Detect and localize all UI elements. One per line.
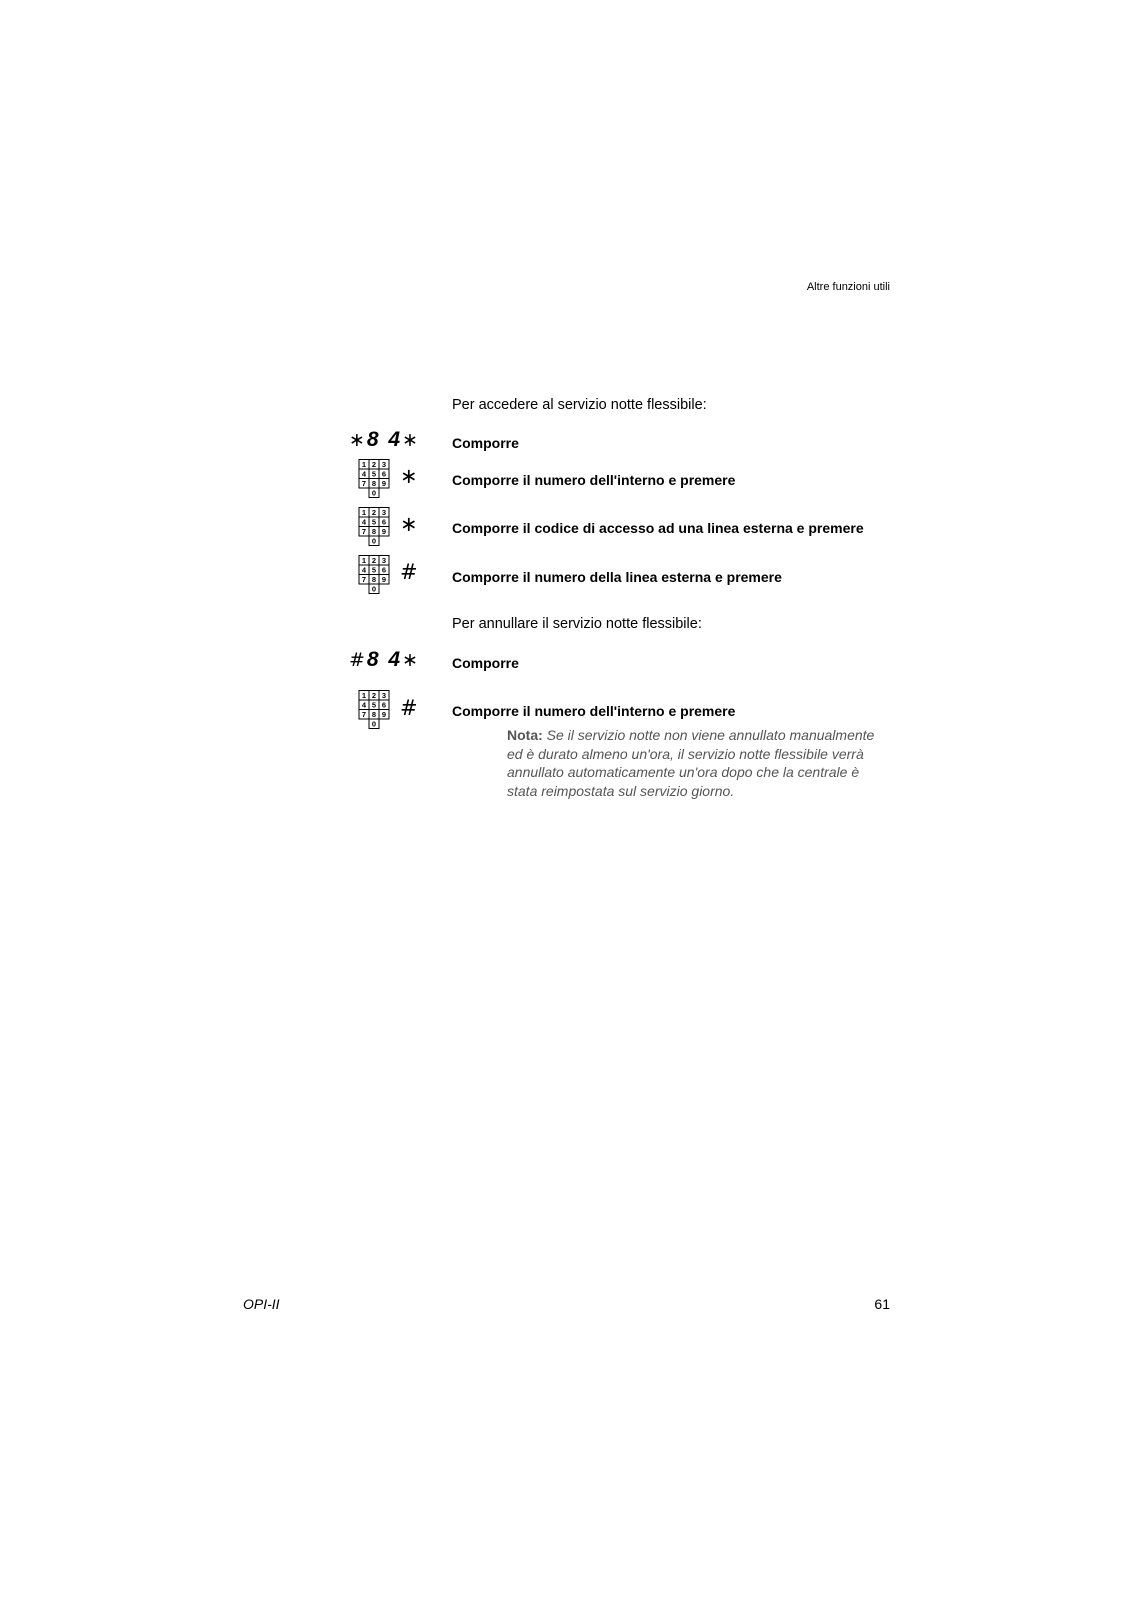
keypad-key-label: 8 — [371, 710, 377, 719]
hash-key-symbol: # — [400, 696, 418, 720]
keypad-key-label: 4 — [361, 517, 367, 527]
dial-code-cancel — [349, 648, 420, 672]
keypad-key-label: 5 — [371, 469, 377, 479]
note-text: Se il servizio notte non viene annullato manualmente ed è durato almeno un'ora, il servizio notte flessibile verrà annullato automaticamente un'ora dopo che la centrale è stata reimpostata sul servizio giorno. — [507, 727, 875, 799]
step-text: Comporre il codice di accesso ad una linea esterna e premere — [452, 520, 864, 536]
step-text: Comporre — [452, 655, 519, 671]
keypad-icon — [358, 459, 390, 499]
step-text: Comporre il numero della linea esterna e premere — [452, 569, 782, 585]
keypad-key-label: 5 — [371, 517, 377, 527]
keypad-key-label: 1 — [361, 556, 367, 565]
keypad-key-label: 0 — [371, 488, 377, 498]
keypad-key-label: 4 — [361, 469, 367, 479]
keypad-key-label: 1 — [361, 691, 367, 700]
keypad-key-label: 6 — [381, 700, 387, 710]
keypad-key-label: 7 — [361, 575, 367, 584]
keypad-key-label: 0 — [371, 584, 377, 594]
keypad-key-label: 9 — [381, 710, 387, 719]
star-symbol: ∗ — [402, 649, 421, 671]
keypad-key-label: 6 — [381, 565, 387, 575]
keypad-key-label: 6 — [381, 517, 387, 527]
section-intro-cancel: Per annullare il servizio notte flessibile: — [452, 616, 702, 632]
keypad-icon — [358, 690, 390, 730]
keypad-key-label: 9 — [381, 479, 387, 488]
star-symbol: ∗ — [402, 429, 421, 451]
keypad-key-label: 2 — [371, 508, 377, 517]
keypad-key-label: 0 — [371, 536, 377, 546]
hash-symbol: # — [349, 649, 367, 671]
keypad-key-label: 8 — [371, 527, 377, 536]
note — [507, 726, 887, 800]
star-key-symbol: ∗ — [400, 464, 418, 488]
page-number: 61 — [874, 1296, 890, 1312]
keypad-key-label: 8 — [371, 479, 377, 488]
code-digits: 8 4 — [366, 428, 403, 451]
running-header: Altre funzioni utili — [806, 281, 890, 293]
keypad-key-label: 3 — [381, 460, 387, 469]
keypad-key-label: 4 — [361, 700, 367, 710]
keypad-key-label: 5 — [371, 700, 377, 710]
keypad-icon — [358, 555, 390, 595]
keypad-key-label: 3 — [381, 556, 387, 565]
section-intro-activate: Per accedere al servizio notte flessibile: — [452, 397, 707, 413]
footer-document-name: OPI-II — [243, 1296, 280, 1312]
keypad-key-label: 6 — [381, 469, 387, 479]
keypad-key-label: 1 — [361, 460, 367, 469]
keypad-key-label: 3 — [381, 508, 387, 517]
keypad-icon — [358, 507, 390, 547]
step-text: Comporre — [452, 435, 519, 451]
keypad-key-label: 9 — [381, 527, 387, 536]
dial-code-activate — [349, 428, 420, 452]
keypad-key-label: 9 — [381, 575, 387, 584]
keypad-key-label: 3 — [381, 691, 387, 700]
keypad-key-label: 7 — [361, 527, 367, 536]
keypad-key-label: 7 — [361, 710, 367, 719]
keypad-key-label: 2 — [371, 556, 377, 565]
keypad-key-label: 0 — [371, 719, 377, 729]
keypad-key-label: 4 — [361, 565, 367, 575]
keypad-key-label: 8 — [371, 575, 377, 584]
star-symbol: ∗ — [349, 429, 367, 451]
hash-key-symbol: # — [400, 560, 418, 584]
keypad-key-label: 7 — [361, 479, 367, 488]
step-text: Comporre il numero dell'interno e premere — [452, 472, 736, 488]
code-digits: 8 4 — [366, 648, 403, 671]
star-key-symbol: ∗ — [400, 512, 418, 536]
note-label: Nota: — [507, 727, 543, 743]
step-text: Comporre il numero dell'interno e premere — [452, 703, 736, 719]
keypad-key-label: 2 — [371, 691, 377, 700]
keypad-key-label: 5 — [371, 565, 377, 575]
keypad-key-label: 2 — [371, 460, 377, 469]
keypad-key-label: 1 — [361, 508, 367, 517]
